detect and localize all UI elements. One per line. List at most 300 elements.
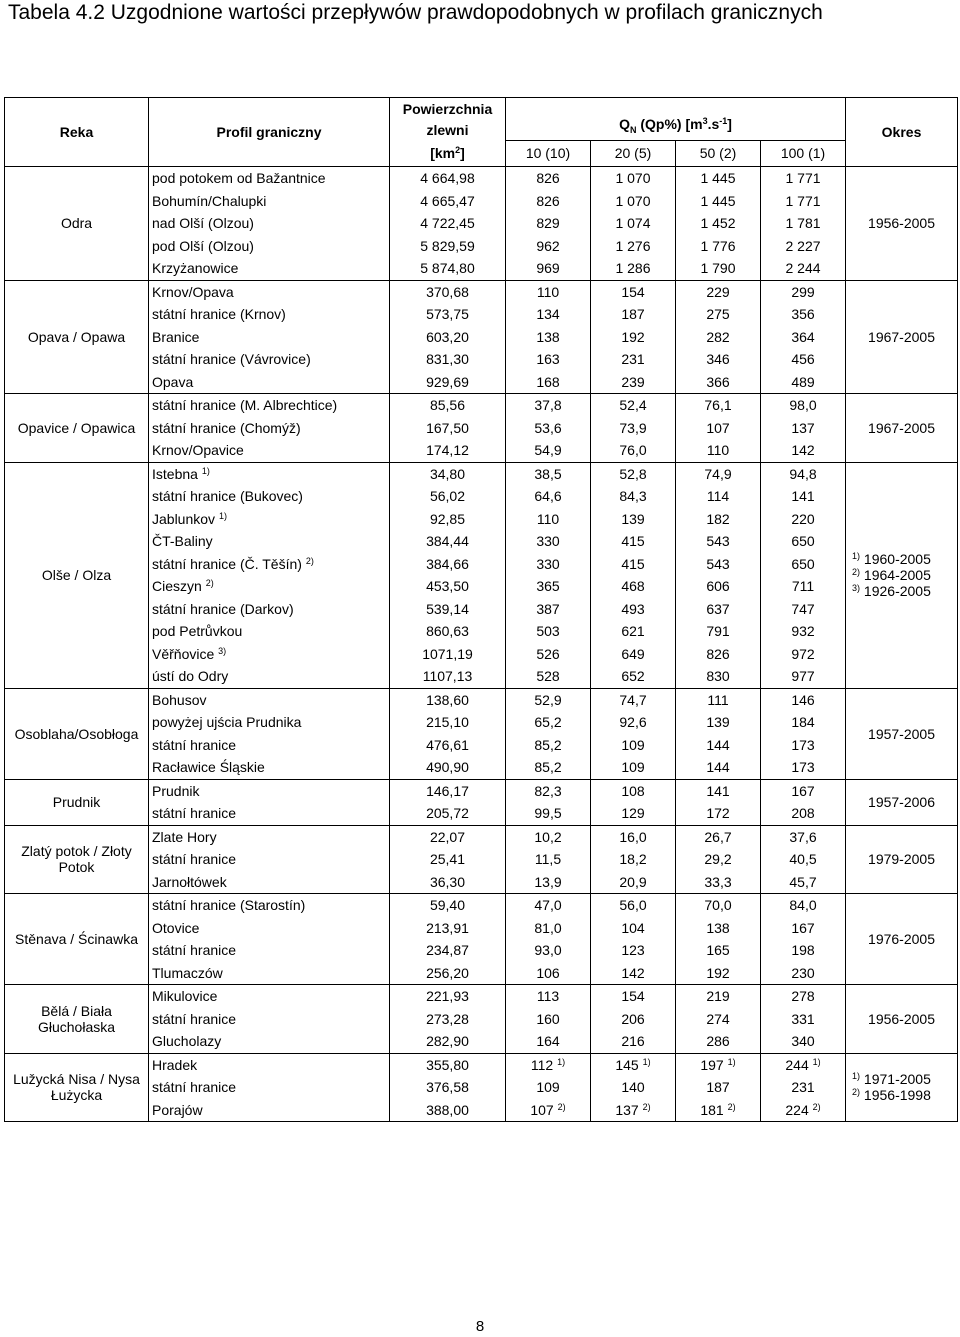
q20-value: [591, 985, 676, 1008]
area-value-text: 22,07: [429, 828, 466, 845]
q100-value-text: 231: [791, 1079, 815, 1096]
river-name: Opavice / Opawica: [5, 394, 149, 463]
q20-value: [591, 303, 676, 326]
table-row: [5, 462, 958, 485]
q100-value-text: 98,0: [789, 397, 817, 414]
area-value-text: 1071,19: [422, 645, 473, 662]
q100-value: [761, 962, 846, 985]
q10-value: [506, 939, 591, 962]
q50-value: [676, 508, 761, 531]
q50-value: [676, 575, 761, 598]
q20-value-text: 139: [621, 510, 645, 527]
profile-name: [149, 688, 390, 711]
q100-value-text: 489: [791, 373, 815, 390]
q20-value: [591, 508, 676, 531]
profile-name-text: Hradek: [152, 1056, 198, 1073]
header-area-line1: Powierzchnia: [390, 98, 506, 120]
q50-value-text: 182: [706, 510, 730, 527]
area-value: [390, 848, 506, 871]
q100-value-text: 244: [785, 1056, 809, 1073]
q100-value: [761, 802, 846, 825]
q10-value-text: 65,2: [534, 714, 562, 731]
profile-name-text: státní hranice (Starostín): [152, 897, 306, 914]
q10-value: [506, 167, 591, 190]
period-text: 1971-2005: [863, 1071, 931, 1088]
profile-name: [149, 508, 390, 531]
header-reka: Reka: [5, 98, 149, 167]
q20-value: [591, 485, 676, 508]
q100-value: [761, 1053, 846, 1076]
profile-name: [149, 553, 390, 576]
q50-value-text: 1 776: [700, 237, 736, 254]
q20-value-text: 1 276: [615, 237, 651, 254]
profile-name-text: pod Olší (Olzou): [152, 237, 254, 254]
q100-value: [761, 825, 846, 848]
q50-value-text: 187: [706, 1079, 730, 1096]
profile-name-text: Tlumaczów: [152, 964, 223, 981]
q10-value-text: 160: [536, 1010, 560, 1027]
q100-value-text: 278: [791, 988, 815, 1005]
q10-value-text: 107: [530, 1101, 554, 1118]
table-row: [5, 894, 958, 917]
q100-value-text: 1 771: [785, 170, 821, 187]
area-value: [390, 779, 506, 802]
q100-value: [761, 212, 846, 235]
q50-value-text: 141: [706, 782, 730, 799]
q50-value-text: 346: [706, 351, 730, 368]
q10-value-text: 109: [536, 1079, 560, 1096]
river-name: Stěnava / Ścinawka: [5, 894, 149, 985]
area-value: [390, 508, 506, 531]
q100-value: [761, 439, 846, 462]
q10-value: [506, 485, 591, 508]
q50-value-text: 110: [706, 442, 730, 459]
table-row: [5, 1053, 958, 1076]
footnote-marker: 1): [557, 1056, 566, 1067]
q20-value-text: 109: [621, 736, 645, 753]
q50-value-text: 114: [706, 488, 730, 505]
q100-value: [761, 688, 846, 711]
profile-name-text: Prudnik: [152, 782, 200, 799]
footnote-marker: 2): [852, 1087, 861, 1098]
area-value: [390, 802, 506, 825]
profile-name: [149, 326, 390, 349]
q50-value: [676, 394, 761, 417]
profile-name-text: Věřňovice: [152, 645, 215, 662]
area-value-text: 234,87: [426, 942, 469, 959]
q50-value: [676, 871, 761, 894]
profile-name-text: státní hranice (Bukovec): [152, 488, 303, 505]
q100-value-text: 299: [791, 283, 815, 300]
q50-value-text: 107: [706, 419, 730, 436]
table-row: [5, 985, 958, 1008]
q10-value: [506, 1076, 591, 1099]
period-line: [852, 551, 954, 567]
q10-value: [506, 620, 591, 643]
q10-value: [506, 326, 591, 349]
q10-value: [506, 985, 591, 1008]
q20-value: [591, 257, 676, 280]
q20-value-text: 73,9: [619, 419, 647, 436]
period-cell: 1957-2006: [846, 779, 958, 825]
profile-name-text: Jablunkov: [152, 510, 216, 527]
q20-value-text: 493: [621, 600, 645, 617]
q10-value: [506, 779, 591, 802]
period-cell: 1979-2005: [846, 825, 958, 894]
q50-value: [676, 1053, 761, 1076]
q50-value-text: 165: [706, 942, 730, 959]
period-cell: [846, 1053, 958, 1122]
q50-value-text: 1 445: [700, 192, 736, 209]
q20-value: [591, 1053, 676, 1076]
q50-value: [676, 371, 761, 394]
q10-value: [506, 598, 591, 621]
q10-value-text: 64,6: [534, 488, 562, 505]
profile-name-text: Krnov/Opava: [152, 283, 234, 300]
profile-name-text: státní hranice (M. Albrechtice): [152, 397, 338, 414]
q50-value: [676, 917, 761, 940]
q100-value-text: 331: [791, 1010, 815, 1027]
profile-name: [149, 1008, 390, 1031]
q10-value-text: 53,6: [534, 419, 562, 436]
q50-value: [676, 985, 761, 1008]
q50-value-text: 1 790: [700, 260, 736, 277]
profile-name-text: Glucholazy: [152, 1033, 222, 1050]
profile-name: [149, 665, 390, 688]
profile-name: [149, 985, 390, 1008]
area-value: [390, 917, 506, 940]
q10-value: [506, 802, 591, 825]
q20-value: [591, 620, 676, 643]
q20-value-text: 652: [621, 668, 645, 685]
q20-value-text: 84,3: [619, 488, 647, 505]
q20-value-text: 109: [621, 759, 645, 776]
profile-name: [149, 280, 390, 303]
area-value-text: 36,30: [429, 873, 466, 890]
profile-name: [149, 190, 390, 213]
q100-value: [761, 394, 846, 417]
q50-value-text: 144: [706, 736, 730, 753]
q10-value: [506, 439, 591, 462]
q100-value-text: 84,0: [789, 897, 817, 914]
q100-value: [761, 711, 846, 734]
profile-name: [149, 1099, 390, 1122]
profile-name: [149, 598, 390, 621]
q50-value: [676, 756, 761, 779]
table-row: [5, 167, 958, 190]
area-value-text: 92,85: [429, 510, 466, 527]
q20-value: [591, 371, 676, 394]
period-cell: 1967-2005: [846, 280, 958, 394]
profile-name: [149, 371, 390, 394]
area-value-text: 453,50: [426, 578, 469, 595]
area-value-text: 603,20: [426, 328, 469, 345]
q50-value-text: 181: [700, 1101, 724, 1118]
q50-value: [676, 348, 761, 371]
q50-value: [676, 620, 761, 643]
q100-value: [761, 643, 846, 666]
area-value-text: 25,41: [429, 851, 466, 868]
q100-value: [761, 1030, 846, 1053]
period-line: [852, 567, 954, 583]
q50-value: [676, 643, 761, 666]
q20-value: [591, 167, 676, 190]
q20-value: [591, 917, 676, 940]
q50-value: [676, 734, 761, 757]
q10-value-text: 110: [536, 510, 560, 527]
q50-value: [676, 530, 761, 553]
q50-value-text: 219: [706, 988, 730, 1005]
q20-value: [591, 235, 676, 258]
q50-value-text: 275: [706, 306, 730, 323]
table-row: [5, 688, 958, 711]
footnote-marker: 1): [852, 551, 861, 561]
header-qn: $Q_N$ (Qp%) $[m^3.s^{-1}]$: [506, 98, 846, 141]
q10-value: [506, 462, 591, 485]
q50-value-text: 274: [706, 1010, 730, 1027]
q20-value-text: 154: [621, 283, 645, 300]
q50-value: [676, 711, 761, 734]
area-value-text: 5 874,80: [420, 260, 475, 277]
q20-value-text: 621: [621, 623, 645, 640]
q20-value-text: 129: [621, 805, 645, 822]
footnote-marker: 2): [305, 555, 314, 566]
profile-name-text: státní hranice (Darkov): [152, 600, 294, 617]
q10-value-text: 52,9: [534, 691, 562, 708]
q50-value-text: 197: [700, 1056, 724, 1073]
q20-value: [591, 894, 676, 917]
q10-value: [506, 530, 591, 553]
q100-value-text: 456: [791, 351, 815, 368]
area-value-text: 34,80: [429, 465, 466, 482]
area-value-text: 384,66: [426, 555, 469, 572]
footnote-marker: 1): [201, 465, 210, 476]
q10-value: [506, 371, 591, 394]
period-text: 1926-2005: [863, 583, 931, 599]
q10-value: [506, 734, 591, 757]
q100-value-text: 220: [791, 510, 815, 527]
area-value: [390, 598, 506, 621]
area-value: [390, 553, 506, 576]
profile-name-text: pod potokem od Bažantnice: [152, 170, 326, 187]
q20-value-text: 1 074: [615, 215, 651, 232]
q100-value-text: 167: [791, 782, 815, 799]
q100-value: [761, 871, 846, 894]
profile-name-text: Jarnołtówek: [152, 873, 227, 890]
q10-value: [506, 508, 591, 531]
q10-value-text: 826: [536, 170, 560, 187]
q10-value-text: 164: [536, 1033, 560, 1050]
area-value-text: 146,17: [426, 782, 469, 799]
q10-value-text: 13,9: [534, 873, 562, 890]
q20-value-text: 104: [621, 919, 645, 936]
profile-name: [149, 756, 390, 779]
q100-value-text: 650: [791, 555, 815, 572]
q20-value: [591, 190, 676, 213]
q10-value: [506, 894, 591, 917]
q100-value: [761, 462, 846, 485]
profile-name-text: ČT-Baliny: [152, 533, 213, 550]
footnote-marker: 2): [812, 1101, 821, 1112]
q100-value: [761, 779, 846, 802]
profile-name: [149, 894, 390, 917]
q10-value-text: 365: [536, 578, 560, 595]
q20-value: [591, 962, 676, 985]
q10-value-text: 37,8: [534, 397, 562, 414]
q20-value-text: 76,0: [619, 442, 647, 459]
q10-value-text: 82,3: [534, 782, 562, 799]
page-number: 8: [475, 1318, 485, 1335]
footnote-marker: 2): [852, 567, 861, 577]
period-text: 1964-2005: [863, 567, 931, 583]
area-value: [390, 665, 506, 688]
area-value: [390, 394, 506, 417]
q10-value: [506, 688, 591, 711]
q100-value: [761, 417, 846, 440]
q20-value: [591, 756, 676, 779]
profile-name: [149, 779, 390, 802]
q20-value: [591, 348, 676, 371]
area-value-text: 831,30: [426, 351, 469, 368]
q50-value: [676, 665, 761, 688]
q50-value: [676, 894, 761, 917]
profile-name: [149, 417, 390, 440]
profile-name-text: Krnov/Opavice: [152, 442, 244, 459]
area-value: [390, 235, 506, 258]
q10-value-text: 93,0: [534, 942, 562, 959]
area-value: [390, 734, 506, 757]
q20-value-text: 154: [621, 988, 645, 1005]
q10-value: [506, 711, 591, 734]
q50-value: [676, 962, 761, 985]
footnote-marker: 1): [727, 1056, 736, 1067]
profile-name-text: Bohusov: [152, 691, 207, 708]
q100-value-text: 2 244: [785, 260, 821, 277]
q10-value: [506, 348, 591, 371]
river-name: Odra: [5, 167, 149, 281]
profile-name: [149, 485, 390, 508]
profile-name-text: ústí do Odry: [152, 668, 229, 685]
q20-value-text: 20,9: [619, 873, 647, 890]
period-cell: 1976-2005: [846, 894, 958, 985]
q20-value-text: 137: [615, 1101, 639, 1118]
q50-value-text: 366: [706, 373, 730, 390]
q100-value-text: 356: [791, 306, 815, 323]
q100-value-text: 37,6: [789, 828, 817, 845]
q10-value-text: 503: [536, 623, 560, 640]
q100-value: [761, 620, 846, 643]
q10-value-text: 826: [536, 192, 560, 209]
q20-value-text: 468: [621, 578, 645, 595]
area-value: [390, 939, 506, 962]
area-value-text: 370,68: [426, 283, 469, 300]
q10-value: [506, 235, 591, 258]
q10-value: [506, 1053, 591, 1076]
q10-value-text: 81,0: [534, 919, 562, 936]
profile-name: [149, 1053, 390, 1076]
area-value-text: 4 722,45: [420, 215, 475, 232]
area-value: [390, 485, 506, 508]
q20-value-text: 649: [621, 645, 645, 662]
q10-value-text: 526: [536, 645, 560, 662]
q10-value-text: 829: [536, 215, 560, 232]
footnote-marker: 1): [642, 1056, 651, 1067]
q50-value: [676, 417, 761, 440]
header-profil: Profil graniczny: [149, 98, 390, 167]
profile-name-text: Porajów: [152, 1101, 203, 1118]
q100-value-text: 167: [791, 919, 815, 936]
q100-value: [761, 303, 846, 326]
q20-value-text: 206: [621, 1010, 645, 1027]
q100-value-text: 142: [791, 442, 815, 459]
q50-value: [676, 257, 761, 280]
profile-name-text: státní hranice (Chomýž): [152, 419, 301, 436]
q20-value-text: 415: [621, 533, 645, 550]
q10-value-text: 38,5: [534, 465, 562, 482]
q100-value: [761, 598, 846, 621]
profile-name-text: Istebna: [152, 465, 198, 482]
q20-value-text: 1 286: [615, 260, 651, 277]
area-value-text: 205,72: [426, 805, 469, 822]
q100-value: [761, 235, 846, 258]
q20-value: [591, 417, 676, 440]
area-value: [390, 1099, 506, 1122]
profile-name-text: Bohumín/Chalupki: [152, 192, 267, 209]
q10-value-text: 330: [536, 555, 560, 572]
q50-value-text: 192: [706, 964, 730, 981]
q20-value-text: 52,4: [619, 397, 647, 414]
profile-name-text: Krzyżanowice: [152, 260, 239, 277]
river-name: Opava / Opawa: [5, 280, 149, 394]
q10-value: [506, 190, 591, 213]
q100-value: [761, 734, 846, 757]
area-value-text: 256,20: [426, 964, 469, 981]
q20-value: [591, 439, 676, 462]
area-value: [390, 280, 506, 303]
q20-value-text: 192: [621, 328, 645, 345]
profile-name: [149, 212, 390, 235]
q100-value-text: 364: [791, 328, 815, 345]
period-line: [852, 1087, 954, 1103]
river-name: Bělá / Biała Głuchołaska: [5, 985, 149, 1054]
q10-value: [506, 257, 591, 280]
q20-value-text: 123: [621, 942, 645, 959]
q100-value: [761, 939, 846, 962]
q100-value-text: 224: [785, 1101, 809, 1118]
area-value-text: 56,02: [429, 488, 466, 505]
q100-value: [761, 575, 846, 598]
q20-value: [591, 575, 676, 598]
q20-value-text: 187: [621, 306, 645, 323]
river-name: Lužycká Nisa / Nysa Łużycka: [5, 1053, 149, 1122]
q20-value-text: 1 070: [615, 192, 651, 209]
q100-value: [761, 257, 846, 280]
area-value-text: 215,10: [426, 714, 469, 731]
profile-name-text: Racławice Śląskie: [152, 759, 265, 776]
q10-value: [506, 303, 591, 326]
river-name: Osoblaha/Osobłoga: [5, 688, 149, 779]
table-row: [5, 394, 958, 417]
q20-value: [591, 212, 676, 235]
q50-value: [676, 553, 761, 576]
q10-value: [506, 756, 591, 779]
q100-value-text: 977: [791, 668, 815, 685]
q100-value: [761, 553, 846, 576]
q50-value-text: 70,0: [704, 897, 732, 914]
q20-value: [591, 825, 676, 848]
q100-value-text: 650: [791, 533, 815, 550]
q100-value: [761, 371, 846, 394]
